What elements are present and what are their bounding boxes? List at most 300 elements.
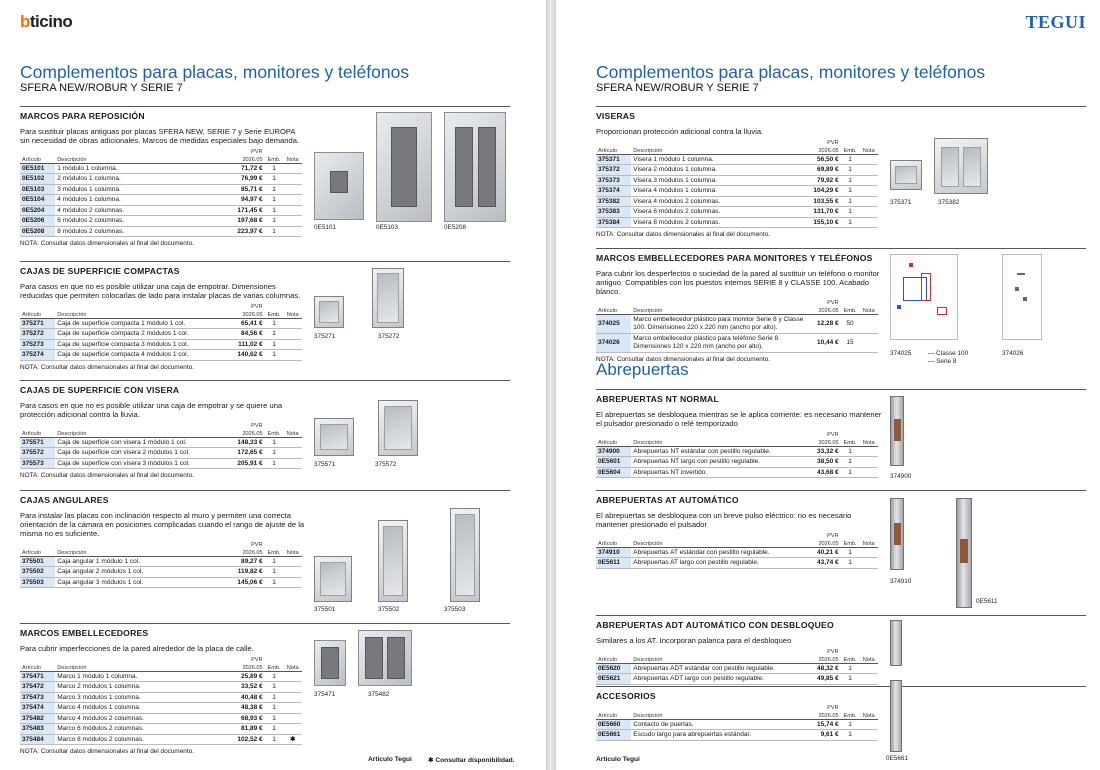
article-note [283, 577, 302, 588]
article-description: 1 módulo 1 columna. [55, 163, 229, 174]
image-caption: 374025 [890, 350, 912, 357]
col-pvr: PVR [251, 657, 263, 663]
article-price: 205,91 € [229, 458, 264, 469]
article-emb: 1 [841, 663, 860, 674]
col-pvr: PVR [827, 140, 839, 146]
article-description: Marco 6 módulos 2 columnas. [55, 724, 229, 735]
section-abrepuertas-nt [596, 389, 1086, 478]
image-caption: 375271 [314, 333, 336, 340]
col-description: Descripción [55, 429, 229, 437]
frame-image [444, 112, 506, 222]
table-row [596, 674, 878, 685]
article-price: 197,68 € [229, 216, 264, 227]
article-code: 375271 [20, 318, 55, 329]
article-code: 375473 [20, 692, 55, 703]
asterisk-icon: ✱ [428, 757, 434, 764]
article-emb: 1 [841, 446, 860, 457]
page-subtitle: SFERA NEW/ROBUR Y SERIE 7 [596, 82, 759, 94]
article-price: 155,10 € [805, 217, 840, 228]
dimension-note: NOTA: Consultar datos dimensionales al final del documento. [20, 363, 194, 371]
price-table [596, 139, 878, 228]
article-note [859, 719, 878, 730]
article-price: 12,28 € [805, 314, 840, 333]
article-price: 10,44 € [805, 333, 840, 352]
article-emb: 1 [265, 216, 284, 227]
table-row [596, 207, 878, 218]
article-emb: 1 [841, 730, 860, 741]
article-price: 56,50 € [805, 154, 840, 165]
article-price: 104,29 € [805, 186, 840, 197]
table-row [596, 457, 878, 468]
table-row [596, 719, 878, 730]
table-row [596, 467, 878, 478]
article-note [283, 184, 302, 195]
article-note [283, 703, 302, 714]
article-note [283, 556, 302, 567]
table-row [596, 165, 878, 176]
article-emb: 1 [265, 703, 284, 714]
table-row [20, 318, 302, 329]
article-emb: 1 [265, 448, 284, 459]
article-price: 68,93 € [229, 713, 264, 724]
col-pvr: PVR [827, 649, 839, 655]
article-code: 0E5621 [596, 674, 631, 685]
article-code: 375502 [20, 567, 55, 578]
col-note: Nota [283, 310, 302, 318]
table-row [596, 186, 878, 197]
image-caption: 375501 [314, 606, 336, 613]
right-page [556, 0, 1100, 770]
article-description: 8 módulos 2 columnas. [55, 226, 229, 237]
article-code: 375273 [20, 339, 55, 350]
article-description: Contacto de puertas. [631, 719, 805, 730]
left-page [0, 0, 546, 770]
article-price: 103,55 € [805, 196, 840, 207]
article-code: 0E5102 [20, 174, 55, 185]
section-title: CAJAS ANGULARES [20, 490, 510, 505]
table-row [20, 350, 302, 361]
article-description: Abrepuertas NT estándar con pestillo regulable. [631, 446, 805, 457]
article-note [859, 175, 878, 186]
article-description: Caja angular 2 módulos 1 col. [55, 567, 229, 578]
section-title: ABREPUERTAS NT NORMAL [596, 389, 1086, 404]
image-caption: 375382 [938, 199, 960, 206]
table-row [20, 713, 302, 724]
article-description: Marco 4 módulos 1 columna. [55, 703, 229, 714]
article-price: 171,45 € [229, 205, 264, 216]
article-emb: 1 [841, 207, 860, 218]
col-description: Descripción [631, 306, 805, 314]
col-date: 2026.05 [805, 711, 840, 719]
legend-serie-8: — Serie 8 [928, 358, 957, 365]
article-emb: 1 [265, 184, 284, 195]
price-table [20, 541, 302, 588]
col-emb: Emb. [265, 310, 284, 318]
article-price: 76,99 € [229, 174, 264, 185]
article-price: 223,97 € [229, 226, 264, 237]
image-caption: 0E5611 [976, 598, 998, 605]
image-caption: 375272 [378, 333, 400, 340]
article-emb: 50 [841, 314, 860, 333]
article-code: 0E5206 [20, 216, 55, 227]
image-caption: 375571 [314, 461, 336, 468]
article-description: Abrepuertas NT largo con pestillo regulable. [631, 457, 805, 468]
col-pvr: PVR [251, 423, 263, 429]
article-description: 4 módulos 2 columnas. [55, 205, 229, 216]
section-marcos-reposicion [20, 106, 510, 247]
article-note [283, 671, 302, 682]
article-price: 119,82 € [229, 567, 264, 578]
table-row [20, 226, 302, 237]
article-note [283, 713, 302, 724]
article-emb: 1 [265, 329, 284, 340]
article-code: 0E5208 [20, 226, 55, 237]
table-row [20, 205, 302, 216]
section-description: Para cubrir los desperfectos o suciedad de la pared al sustituir un teléfono o monitor antiguo. Compatibles con los puestos internos SERIE 8 y CLASSE 100. Acabado blanco. [596, 269, 880, 296]
article-price: 15,74 € [805, 719, 840, 730]
table-row [596, 196, 878, 207]
col-date: 2026.05 [805, 539, 840, 547]
table-row [20, 339, 302, 350]
col-pvr: PVR [251, 304, 263, 310]
image-caption: 375503 [444, 606, 466, 613]
price-table [20, 656, 302, 745]
col-article: Artículo [596, 711, 631, 719]
article-code: 0E5604 [596, 467, 631, 478]
section-cajas-angulares [20, 490, 510, 588]
article-price: 89,27 € [229, 556, 264, 567]
price-table [596, 532, 878, 569]
article-description: 4 módulos 1 columna. [55, 195, 229, 206]
article-note [859, 558, 878, 569]
article-emb: 1 [265, 226, 284, 237]
col-article: Artículo [20, 429, 55, 437]
bticino-logo: bticino [20, 12, 73, 31]
col-note: Nota [283, 548, 302, 556]
article-note [283, 437, 302, 448]
article-emb: 1 [841, 165, 860, 176]
article-price: 38,50 € [805, 457, 840, 468]
col-description: Descripción [631, 539, 805, 547]
article-emb: 1 [265, 318, 284, 329]
table-row [20, 734, 302, 745]
image-caption: 0E5661 [886, 755, 909, 762]
article-code: 375482 [20, 713, 55, 724]
article-note [859, 467, 878, 478]
col-pvr: PVR [827, 705, 839, 711]
dimension-note: NOTA: Consultar datos dimensionales al final del documento. [20, 472, 194, 479]
article-description: Escudo largo para abrepuertas estándar. [631, 730, 805, 741]
section-title: ABREPUERTAS AT AUTOMÁTICO [596, 490, 1086, 505]
article-description: Caja de superficie compacta 1 módulo 1 col. [55, 318, 229, 329]
section-description: Para cubrir imperfecciones de la pared alrededor de la placa de calle. [20, 644, 254, 653]
col-date: 2026.05 [805, 438, 840, 446]
article-code: 0E5611 [596, 558, 631, 569]
article-price: 43,68 € [805, 467, 840, 478]
article-code: 375373 [596, 175, 631, 186]
article-emb: 1 [841, 217, 860, 228]
visor-box-image [378, 400, 418, 456]
article-emb: 1 [265, 339, 284, 350]
article-code: 0E5661 [596, 730, 631, 741]
article-code: 0E5104 [20, 195, 55, 206]
table-row [596, 175, 878, 186]
col-date: 2026.05 [229, 310, 264, 318]
article-code: 375471 [20, 671, 55, 682]
surface-box-image [372, 268, 404, 328]
article-note [859, 196, 878, 207]
article-description: Abrepuertas ADT estándar con pestillo regulable. [631, 663, 805, 674]
article-emb: 1 [841, 154, 860, 165]
article-description: Visera 8 módulos 2 columnas. [631, 217, 805, 228]
footer-tegui-label: Artículo Tegui [596, 756, 640, 763]
article-note [283, 567, 302, 578]
table-row [596, 730, 878, 741]
col-emb: Emb. [265, 155, 284, 163]
section-title: MARCOS PARA REPOSICIÓN [20, 106, 510, 121]
dimension-note: NOTA: Consultar datos dimensionales al final del documento. [596, 231, 770, 238]
article-description: Abrepuertas AT largo con pestillo regulable. [631, 558, 805, 569]
article-emb: 1 [265, 671, 284, 682]
article-description: 3 módulos 1 columna. [55, 184, 229, 195]
dimension-note: NOTA: Consultar datos dimensionales al final del documento. [596, 355, 770, 363]
article-note [283, 174, 302, 185]
table-row [20, 458, 302, 469]
article-note [283, 329, 302, 340]
article-emb: 1 [265, 556, 284, 567]
article-emb: 1 [841, 175, 860, 186]
article-price: 102,52 € [229, 734, 264, 745]
article-note [859, 663, 878, 674]
article-code: 375384 [596, 217, 631, 228]
article-note [283, 724, 302, 735]
article-price: 81,89 € [229, 724, 264, 735]
table-row [20, 184, 302, 195]
col-pvr: PVR [251, 542, 263, 548]
image-caption: 0E5103 [376, 224, 399, 231]
article-code: 375571 [20, 437, 55, 448]
article-price: 131,70 € [805, 207, 840, 218]
col-emb: Emb. [841, 711, 860, 719]
monitor-frame-diagram [890, 254, 958, 340]
section-description: Similares a los AT. Incorporan palanca para el desbloqueo [596, 636, 792, 645]
table-row [20, 174, 302, 185]
footer-tegui-label: Artículo Tegui [368, 756, 412, 763]
col-description: Descripción [55, 155, 229, 163]
article-price: 48,38 € [229, 703, 264, 714]
section-title: MARCOS EMBELLECEDORES [20, 623, 510, 638]
article-price: 25,89 € [229, 671, 264, 682]
price-table [596, 648, 878, 685]
col-date: 2026.05 [805, 146, 840, 154]
col-description: Descripción [631, 711, 805, 719]
article-code: 375472 [20, 682, 55, 693]
article-price: 43,74 € [805, 558, 840, 569]
section-title-abrepuertas: Abrepuertas [596, 360, 689, 379]
article-emb: 1 [841, 547, 860, 558]
article-code: 375272 [20, 329, 55, 340]
article-code: 375503 [20, 577, 55, 588]
article-code: 375383 [596, 207, 631, 218]
section-description: El abrepuertas se desbloquea con un breve pulso eléctrico: no es necesario mantener presionado el pulsador [596, 511, 852, 529]
image-caption: 375482 [368, 691, 390, 698]
article-emb: 1 [265, 567, 284, 578]
visor-box-image [314, 418, 354, 456]
article-note: ✱ [283, 734, 302, 745]
section-title: ABREPUERTAS ADT AUTOMÁTICO CON DESBLOQUEO [596, 615, 1086, 630]
article-code: 374026 [596, 333, 631, 352]
col-emb: Emb. [841, 539, 860, 547]
article-price: 94,97 € [229, 195, 264, 206]
col-article: Artículo [596, 438, 631, 446]
section-abrepuertas-adt [596, 615, 1086, 685]
section-description: Para casos en que no es posible utilizar una caja de empotrar y se quiere una protección adicional contra la lluvia. [20, 401, 283, 419]
article-note [859, 333, 878, 352]
col-emb: Emb. [265, 548, 284, 556]
price-table [20, 303, 302, 361]
article-code: 0E5204 [20, 205, 55, 216]
col-article: Artículo [20, 155, 55, 163]
article-code: 375371 [596, 154, 631, 165]
image-caption: 0E5208 [444, 224, 467, 231]
table-row [20, 703, 302, 714]
page-subtitle: SFERA NEW/ROBUR Y SERIE 7 [20, 82, 183, 94]
section-description: Para casos en que no es posible utilizar una caja de empotrar. Dimensiones reducidas que permiten colocarlas de lado para instalar placas de varias columnas. [20, 282, 301, 300]
article-price: 79,92 € [805, 175, 840, 186]
article-description: Visera 2 módulos 1 columna. [631, 165, 805, 176]
article-note [283, 692, 302, 703]
article-description: Marco 3 módulos 1 columna. [55, 692, 229, 703]
article-description: Marco 2 módulos 1 columna. [55, 682, 229, 693]
table-row [20, 163, 302, 174]
article-note [283, 226, 302, 237]
dimension-note: NOTA: Consultar datos dimensionales al final del documento. [20, 240, 194, 247]
image-caption: 374026 [1002, 350, 1024, 357]
article-description: Visera 1 módulo 1 columna. [631, 154, 805, 165]
col-description: Descripción [631, 655, 805, 663]
table-row [20, 216, 302, 227]
col-emb: Emb. [265, 663, 284, 671]
article-code: 375484 [20, 734, 55, 745]
article-code: 375573 [20, 458, 55, 469]
table-row [20, 671, 302, 682]
section-title: ACCESORIOS [596, 686, 1086, 701]
article-description: Marco 8 módulos 2 columnas. [55, 734, 229, 745]
article-emb: 1 [265, 724, 284, 735]
article-emb: 1 [265, 195, 284, 206]
col-note: Nota [859, 539, 878, 547]
article-code: 375382 [596, 196, 631, 207]
section-description: Para instalar las placas con inclinación respecto al muro y permiten una correcta orientación de la cámara en posiciones complicadas cuando el rango de ajuste de la misma no es suficiente. [20, 511, 305, 538]
col-article: Artículo [20, 548, 55, 556]
article-note [859, 446, 878, 457]
col-note: Nota [283, 155, 302, 163]
image-caption: 374900 [890, 473, 912, 480]
door-opener-long-image [956, 498, 972, 608]
article-note [283, 350, 302, 361]
article-note [859, 457, 878, 468]
article-price: 33,32 € [805, 446, 840, 457]
article-price: 33,52 € [229, 682, 264, 693]
article-note [859, 314, 878, 333]
col-note: Nota [859, 146, 878, 154]
article-emb: 1 [841, 558, 860, 569]
article-description: Caja de superficie con visera 3 módulos 1 col. [55, 458, 229, 469]
col-article: Artículo [596, 146, 631, 154]
section-description: El abrepuertas se desbloquea mientras se le aplica corriente: es necesario mantener el pulsador presionado o relé temporizado [596, 410, 882, 428]
article-emb: 1 [265, 682, 284, 693]
article-description: Marco 4 módulos 2 columnas. [55, 713, 229, 724]
article-code: 375474 [20, 703, 55, 714]
article-price: 40,48 € [229, 692, 264, 703]
article-description: Abrepuertas NT invertido. [631, 467, 805, 478]
table-row [20, 567, 302, 578]
table-row [596, 446, 878, 457]
article-description: 2 módulos 1 columna. [55, 174, 229, 185]
price-table [596, 299, 878, 353]
article-price: 40,21 € [805, 547, 840, 558]
table-row [596, 217, 878, 228]
table-row [20, 682, 302, 693]
col-description: Descripción [631, 146, 805, 154]
frame-image [376, 112, 432, 222]
page-title: Complementos para placas, monitores y teléfonos [20, 62, 410, 82]
article-code: 375483 [20, 724, 55, 735]
article-note [283, 339, 302, 350]
article-emb: 1 [841, 719, 860, 730]
article-emb: 15 [841, 333, 860, 352]
article-price: 48,32 € [805, 663, 840, 674]
article-note [859, 207, 878, 218]
decorative-frame-image [314, 640, 346, 686]
frame-image [314, 152, 364, 220]
article-emb: 1 [841, 196, 860, 207]
article-code: 0E5103 [20, 184, 55, 195]
article-emb: 1 [265, 174, 284, 185]
legend-classe-100: — Classe 100 [928, 350, 969, 357]
table-row [20, 448, 302, 459]
section-title: CAJAS DE SUPERFICIE CON VISERA [20, 380, 510, 395]
article-emb: 1 [841, 457, 860, 468]
col-date: 2026.05 [805, 655, 840, 663]
article-emb: 1 [265, 350, 284, 361]
col-article: Artículo [596, 539, 631, 547]
col-note: Nota [283, 663, 302, 671]
article-code: 0E5660 [596, 719, 631, 730]
col-emb: Emb. [841, 306, 860, 314]
footer-availability: ✱ Consultar disponibilidad. [428, 757, 515, 764]
article-price: 145,06 € [229, 577, 264, 588]
article-description: Caja de superficie con visera 2 módulos 1 col. [55, 448, 229, 459]
image-caption: 375502 [378, 606, 400, 613]
article-emb: 1 [265, 713, 284, 724]
article-code: 375372 [596, 165, 631, 176]
article-description: Visera 3 módulos 1 columna. [631, 175, 805, 186]
image-caption: 375572 [375, 461, 397, 468]
article-description: 6 módulos 2 columnas. [55, 216, 229, 227]
article-description: Caja de superficie compacta 2 módulos 1 col. [55, 329, 229, 340]
article-description: Visera 4 módulos 2 columnas. [631, 196, 805, 207]
article-note [283, 163, 302, 174]
article-emb: 1 [265, 205, 284, 216]
col-note: Nota [859, 438, 878, 446]
article-description: Caja de superficie compacta 3 módulos 1 col. [55, 339, 229, 350]
col-note: Nota [859, 655, 878, 663]
article-note [283, 216, 302, 227]
article-code: 375501 [20, 556, 55, 567]
table-row [20, 556, 302, 567]
price-table [20, 148, 302, 237]
